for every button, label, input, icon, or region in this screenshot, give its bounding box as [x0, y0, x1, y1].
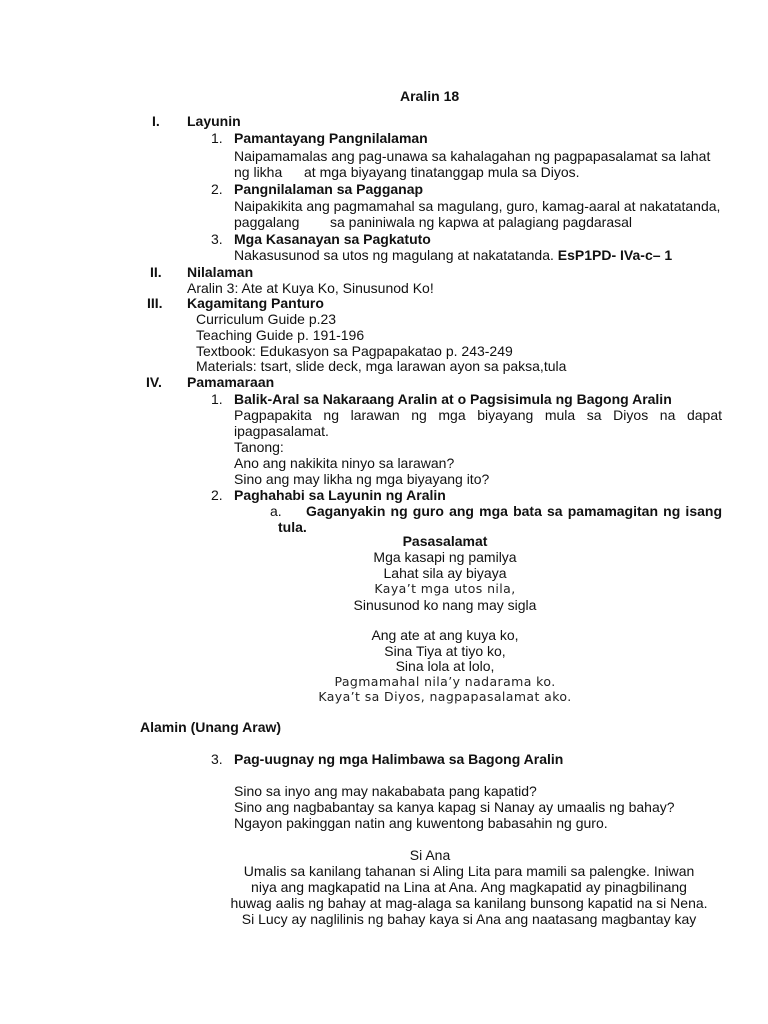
body-text: Naipakikita ang pagmamahal sa magulang, guro, kamag-aaral at nakatatanda, — [234, 198, 721, 214]
poem-line: Sina Tiya at tiyo ko, — [384, 643, 506, 659]
item-heading: Balik-Aral sa Nakaraang Aralin at o Pagsisimula ng Bagong Aralin — [234, 391, 672, 407]
material-item: Textbook: Edukasyon sa Pagpapakatao p. 243-249 — [196, 343, 513, 359]
day-heading: Alamin (Unang Araw) — [140, 719, 282, 735]
body-text: Tanong: — [234, 439, 284, 455]
poem-line: Ang ate at ang kuya ko, — [371, 627, 519, 643]
section-heading-nilalaman: Nilalaman — [187, 264, 254, 280]
poem-line: Kaya’t sa Diyos, nagpapasalamat ako. — [318, 689, 572, 704]
item-heading: Pag-uugnay ng mga Halimbawa sa Bagong Aralin — [234, 751, 564, 767]
body-text: Pagpapakita ng larawan ng mga biyayang mula sa Diyos na dapat — [234, 407, 722, 423]
poem-line: Sina lola at lolo, — [395, 658, 495, 674]
body-text: Ano ang nakikita ninyo sa larawan? — [234, 455, 455, 471]
section-heading-pamamaraan: Pamamaraan — [187, 374, 275, 390]
lesson-title: Aralin 18 — [400, 88, 460, 104]
body-text: Sino ang nagbabantay sa kanya kapag si Nanay ay umaalis ng bahay? — [234, 799, 675, 815]
story-title: Si Ana — [409, 847, 451, 863]
section-number: III. — [147, 295, 163, 311]
section-heading-kagamitan: Kagamitang Panturo — [187, 295, 324, 311]
item-number: 3. — [211, 751, 223, 767]
body-text: Aralin 3: Ate at Kuya Ko, Sinusunod Ko! — [187, 280, 434, 296]
story-line: Si Lucy ay naglilinis ng bahay kaya si Ana ang naatasang magbantay kay — [241, 911, 697, 927]
body-text: ipagpasalamat. — [234, 423, 329, 439]
poem-line: Kaya’t mga utos nila, — [374, 581, 516, 596]
section-number: II. — [150, 264, 162, 280]
section-number: IV. — [146, 374, 162, 390]
item-number: 3. — [211, 231, 223, 247]
body-text: ng likha — [234, 164, 283, 180]
item-number: 2. — [211, 181, 223, 197]
body-text: at mga biyayang tinatanggap mula sa Diyos. — [304, 164, 580, 180]
body-text: Sino ang may likha ng mga biyayang ito? — [234, 471, 490, 487]
body-text: Sino sa inyo ang may nakababata pang kapatid? — [234, 783, 537, 799]
poem-line: Pagmamahal nila’y nadarama ko. — [334, 674, 556, 689]
material-item: Teaching Guide p. 191-196 — [196, 327, 365, 343]
item-heading: Pamantayang Pangnilalaman — [234, 130, 428, 146]
section-number: I. — [152, 113, 160, 129]
story-line: huwag aalis ng bahay at mag-alaga sa kanilang bunsong kapatid na si Nena. — [230, 895, 708, 911]
story-line: Umalis sa kanilang tahanan si Aling Lita para mamili sa palengke. Iniwan — [243, 863, 695, 879]
body-text: sa paniniwala ng kapwa at palagiang pagdarasal — [330, 214, 632, 230]
item-number: 1. — [211, 391, 223, 407]
item-heading: Mga Kasanayan sa Pagkatuto — [234, 231, 431, 247]
body-text: paggalang — [234, 214, 300, 230]
item-heading: Paghahabi sa Layunin ng Aralin — [234, 487, 446, 503]
poem-title: Pasasalamat — [402, 533, 488, 549]
body-text: Naipamamalas ang pag-unawa sa kahalagahan ng pagpapasalamat sa lahat — [234, 148, 711, 164]
body-text: Nakasusunod sa utos ng magulang at nakatatanda. EsP1PD- IVa-c– 1 — [234, 247, 673, 263]
poem-line: Mga kasapi ng pamilya — [373, 549, 517, 565]
sub-item-letter: a. — [270, 503, 282, 519]
item-heading: Pangnilalaman sa Pagganap — [234, 181, 424, 197]
story-line: niya ang magkapatid na Lina at Ana. Ang magkapatid ay pinagbilinang — [251, 879, 687, 895]
body-text: Ngayon pakinggan natin ang kuwentong babasahin ng guro. — [234, 815, 608, 831]
item-number: 1. — [211, 130, 223, 146]
item-number: 2. — [211, 487, 223, 503]
material-item: Curriculum Guide p.23 — [196, 311, 337, 327]
poem-line: Lahat sila ay biyaya — [383, 565, 507, 581]
poem-line: Sinusunod ko nang may sigla — [353, 597, 537, 613]
section-heading-layunin: Layunin — [187, 113, 241, 129]
material-item: Materials: tsart, slide deck, mga larawan ayon sa paksa,tula — [196, 358, 567, 374]
competency-code: EsP1PD- IVa-c– 1 — [557, 247, 673, 263]
sub-item-text: Gaganyakin ng guro ang mga bata sa pamamagitan ng isang — [306, 503, 722, 519]
sub-item-text: tula. — [278, 519, 307, 535]
